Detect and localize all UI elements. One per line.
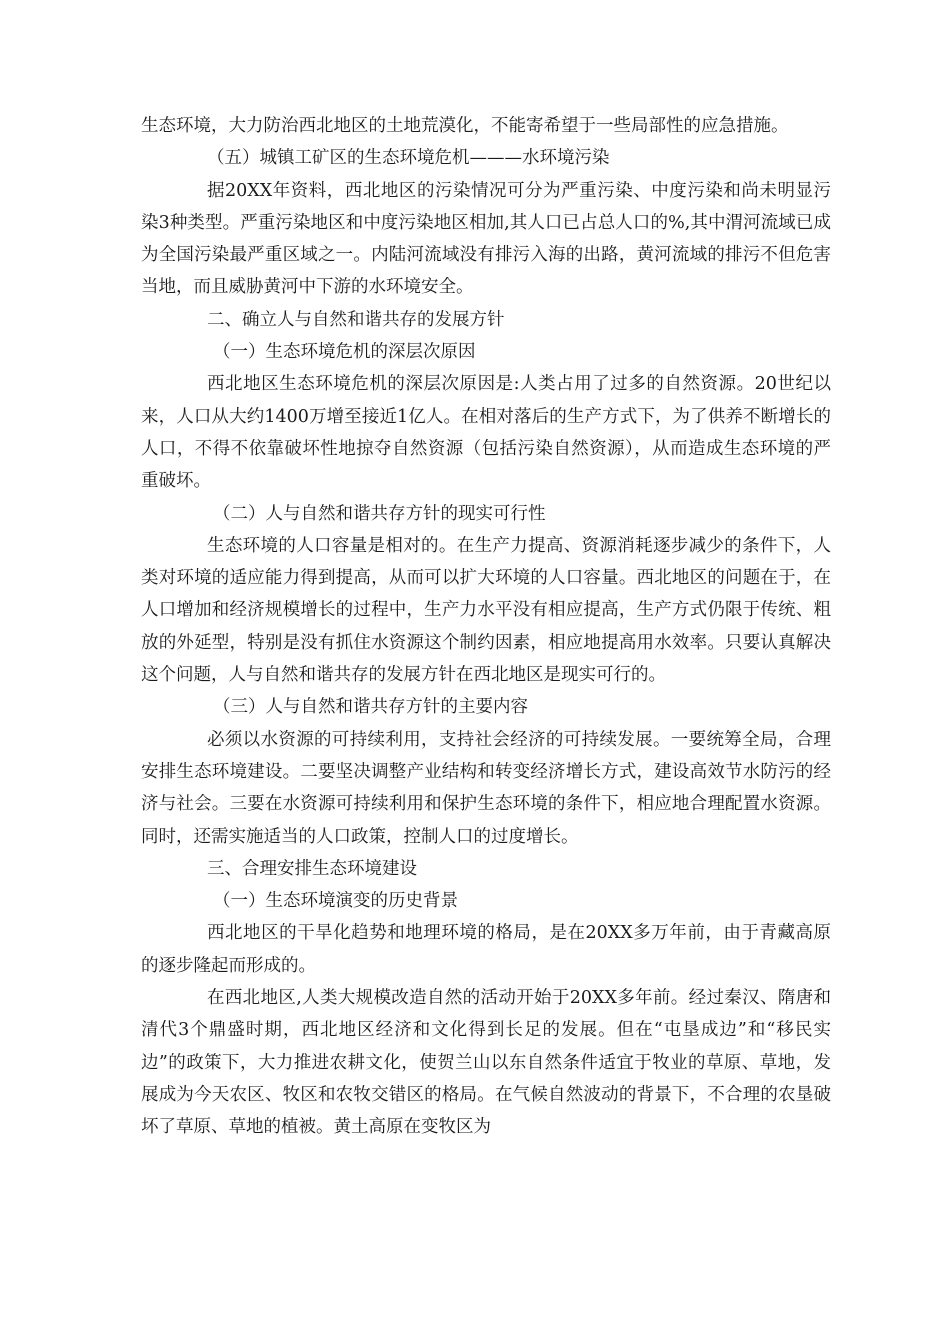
paragraph: 西北地区生态环境危机的深层次原因是:人类占用了过多的自然资源。20世纪以来，人口从大约1400万增至接近1亿人。在相对落后的生产方式下，为了供养不断增长的人口，不得不依靠破坏性地掠夺自然资源（包括污染自然资源），从而造成生态环境的严重破坏。 <box>141 374 831 492</box>
document-body <box>141 110 831 1144</box>
section-heading-5: （五）城镇工矿区的生态环境危机———水环境污染 <box>207 148 610 169</box>
section-heading-2-3: （三）人与自然和谐共存方针的主要内容 <box>213 697 528 718</box>
chapter-heading-3: 三、合理安排生态环境建设 <box>207 858 417 879</box>
section-heading-3-1: （一）生态环境演变的历史背景 <box>213 891 458 912</box>
paragraph: 必须以水资源的可持续利用，支持社会经济的可持续发展。一要统筹全局，合理安排生态环境建设。二要坚决调整产业结构和转变经济增长方式，建设高效节水防污的经济与社会。三要在水资源可持续利用和保护生态环境的条件下，相应地合理配置水资源。同时，还需实施适当的人口政策，控制人口的过度增长。 <box>141 729 831 847</box>
paragraph-continuation: 生态环境，大力防治西北地区的土地荒漠化，不能寄希望于一些局部性的应急措施。 <box>141 116 789 136</box>
paragraph: 在西北地区,人类大规模改造自然的活动开始于20XX多年前。经过秦汉、隋唐和清代3个鼎盛时期，西北地区经济和文化得到长足的发展。但在“屯垦成边”和“移民实边”的政策下，大力推进农耕文化，使贺兰山以东自然条件适宜于牧业的草原、草地，发展成为今天农区、牧区和农牧交错区的格局。在气候自然波动的背景下，不合理的农垦破坏了草原、草地的植被。黄土高原在变牧区为 <box>141 988 831 1138</box>
paragraph: 生态环境的人口容量是相对的。在生产力提高、资源消耗逐步减少的条件下，人类对环境的适应能力得到提高，从而可以扩大环境的人口容量。西北地区的问题在于，在人口增加和经济规模增长的过程中，生产力水平没有相应提高，生产方式仍限于传统、粗放的外延型，特别是没有抓住水资源这个制约因素，相应地提高用水效率。只要认真解决这个问题，人与自然和谐共存的发展方针在西北地区是现实可行的。 <box>141 535 831 686</box>
paragraph: 西北地区的干旱化趋势和地理环境的格局，是在20XX多万年前，由于青藏高原的逐步隆起而形成的。 <box>141 923 831 976</box>
chapter-heading-2: 二、确立人与自然和谐共存的发展方针 <box>207 309 505 330</box>
section-heading-2-2: （二）人与自然和谐共存方针的现实可行性 <box>213 503 546 524</box>
paragraph: 据20XX年资料，西北地区的污染情况可分为严重污染、中度污染和尚未明显污染3种类型。严重污染地区和中度污染地区相加,其人口已占总人口的%,其中渭河流域已成为全国污染最严重区域之一。内陆河流域没有排污入海的出路，黄河流域的排污不但危害当地，而且威胁黄河中下游的水环境安全。 <box>141 180 831 298</box>
section-heading-2-1: （一）生态环境危机的深层次原因 <box>213 342 476 363</box>
